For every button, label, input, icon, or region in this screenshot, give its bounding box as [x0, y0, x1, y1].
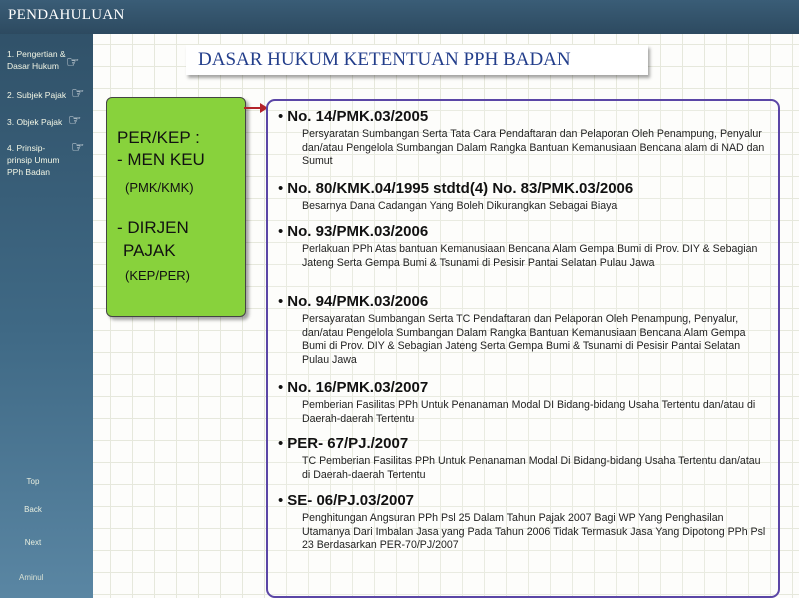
right-arrow-icon: [244, 102, 268, 114]
green-box-line5: PAJAK: [123, 241, 176, 260]
page-title-box: [186, 45, 648, 75]
sidebar-item-label: 1. Pengertian & Dasar Hukum: [7, 49, 66, 71]
pointing-hand-icon[interactable]: ☞: [66, 54, 80, 71]
green-box-line2: - MEN KEU: [117, 150, 205, 169]
sidebar-item-label: 2. Subjek Pajak: [7, 90, 67, 100]
list-item: [278, 379, 768, 426]
regulation-title: PER- 67/PJ./2007: [287, 435, 409, 452]
regulation-title: No. 14/PMK.03/2005: [287, 108, 429, 125]
author-label: Aminul: [19, 573, 44, 582]
green-box-line1: PER/KEP :: [117, 128, 200, 147]
regulation-type-box: [106, 97, 246, 317]
list-item: [278, 293, 768, 367]
regulation-title: No. 94/PMK.03/2006: [287, 293, 429, 310]
back-button[interactable]: Back: [24, 505, 42, 514]
next-button[interactable]: Next: [24, 538, 42, 547]
list-item: [278, 223, 768, 270]
pointing-hand-icon[interactable]: ☞: [71, 85, 85, 102]
sidebar-item-subjek[interactable]: [7, 89, 77, 101]
green-box-line6: (KEP/PER): [125, 268, 191, 283]
list-item: [278, 180, 768, 214]
list-item: [278, 435, 768, 482]
regulation-title: No. 16/PMK.03/2007: [287, 379, 429, 396]
regulation-title: No. 93/PMK.03/2006: [287, 223, 429, 240]
bullet-icon: •: [278, 223, 284, 240]
regulation-description: Persayaratan Sumbangan Serta TC Pendaftaran dan Pelaporan Oleh Penampung, Penyalur, dan/atau Pengelola Sumbangan Dalam Rangka Bantuan Kemanusiaan Bencana Alam Gempa Bumi di Prov. DIY & Sebagian Jateng Serta Gempa Bumi & Tsunami di Pesisir Pantai Selatan Pulau Jawa: [302, 313, 746, 366]
regulation-description: Persyaratan Sumbangan Serta Tata Cara Pendaftaran dan Pelaporan Oleh Penampung, Penyalur dan/atau Pengelola Sumbangan Dalam Rangka Bantuan Kemanusiaan Bencana alam di NAD dan Sumut: [302, 128, 765, 167]
bullet-icon: •: [278, 108, 284, 125]
green-box-line3: (PMK/KMK): [125, 180, 194, 195]
regulation-description: Perlakuan PPh Atas bantuan Kemanusiaan Bencana Alam Gempa Bumi di Prov. DIY & Sebagian Jateng Serta Gempa Bumi & Tsunami di Pesisir Pantai Selatan Pulau Jawa: [302, 243, 758, 269]
sidebar-item-objek[interactable]: [7, 116, 77, 128]
regulation-list-frame: [266, 99, 780, 598]
sidebar-item-label: 3. Objek Pajak: [7, 117, 63, 127]
top-button[interactable]: Top: [26, 477, 40, 486]
header-title: PENDAHULUAN: [8, 7, 125, 23]
page-title: DASAR HUKUM KETENTUAN PPH BADAN: [198, 49, 571, 70]
regulation-description: Pemberian Fasilitas PPh Untuk Penanaman Modal DI Bidang-bidang Usaha Tertentu dan/atau di Daerah-daerah Tertentu: [302, 399, 756, 425]
regulation-description: TC Pemberian Fasilitas PPh Untuk Penanaman Modal Di Bidang-bidang Usaha Tertentu dan/atau di Daerah-daerah Tertentu: [302, 455, 761, 481]
top-bar: [0, 0, 799, 34]
regulation-title: SE- 06/PJ.03/2007: [287, 492, 415, 509]
bullet-icon: •: [278, 492, 284, 509]
bullet-icon: •: [278, 180, 284, 197]
bullet-icon: •: [278, 379, 284, 396]
regulation-description: Besarnya Dana Cadangan Yang Boleh Dikurangkan Sebagai Biaya: [302, 200, 618, 212]
pointing-hand-icon[interactable]: ☞: [68, 112, 82, 129]
green-box-line4: - DIRJEN: [117, 218, 189, 237]
list-item: [278, 108, 768, 169]
regulation-title: No. 80/KMK.04/1995 stdtd(4) No. 83/PMK.03/2006: [287, 180, 634, 197]
pointing-hand-icon[interactable]: ☞: [71, 139, 85, 156]
bullet-icon: •: [278, 293, 284, 310]
bullet-icon: •: [278, 435, 284, 452]
sidebar-item-label: 4. Prinsip-prinsip Umum PPh Badan: [7, 143, 60, 177]
list-item: [278, 492, 768, 553]
sidebar-item-prinsip[interactable]: [7, 142, 69, 178]
regulation-description: Penghitungan Angsuran PPh Psl 25 Dalam Tahun Pajak 2007 Bagi WP Yang Penghasilan Utamanya Dari Imbalan Jasa yang Pada Tahun 2006 Tidak Termasuk Jasa Yang Dipotong PPh Psl 23 Berdasarkan PER-70/PJ/2007: [302, 512, 766, 551]
